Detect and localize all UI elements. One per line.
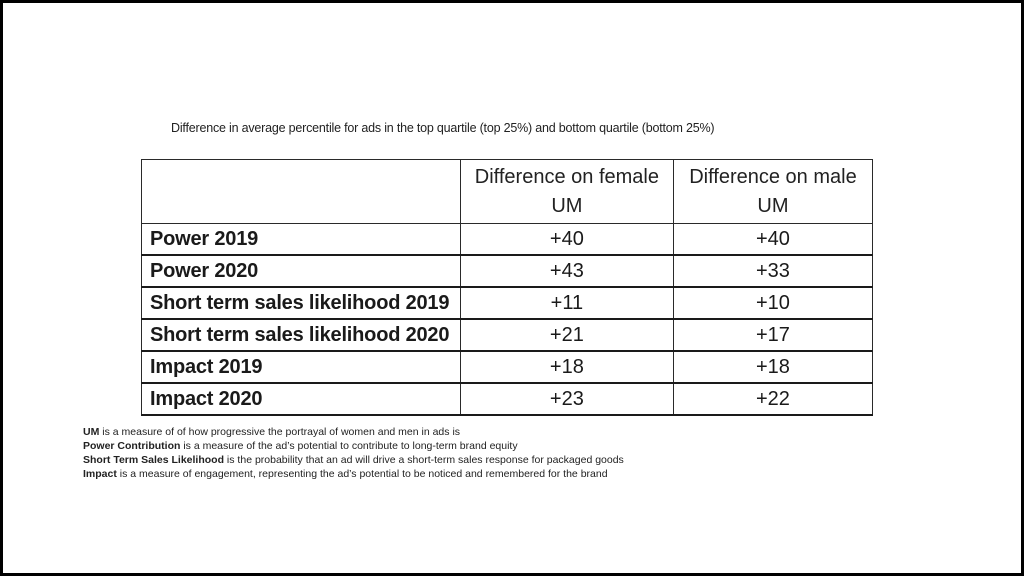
note-text: is a measure of of how progressive the portrayal of women and men in ads is — [99, 426, 461, 438]
male-value: +40 — [673, 224, 872, 256]
male-value: +10 — [673, 287, 872, 319]
female-value: +18 — [460, 351, 673, 383]
note-text: is the probability that an ad will drive a short-term sales response for packaged goods — [224, 454, 624, 466]
female-value: +23 — [460, 383, 673, 415]
note-text: is a measure of the ad’s potential to contribute to long-term brand equity — [180, 440, 518, 452]
row-label: Power 2020 — [142, 255, 461, 287]
male-value: +33 — [673, 255, 872, 287]
row-label: Short term sales likelihood 2020 — [142, 319, 461, 351]
table-row — [142, 224, 873, 256]
note-short-term-sales — [83, 453, 624, 467]
header-male-um: Difference on male UM — [673, 160, 872, 224]
note-text: is a measure of engagement, representing the ad’s potential to be noticed and remembered for the brand — [116, 468, 608, 480]
male-value: +22 — [673, 383, 872, 415]
definitions-notes — [83, 425, 624, 481]
header-empty-cell — [142, 160, 461, 224]
header-female-um: Difference on female UM — [460, 160, 673, 224]
table-row — [142, 255, 873, 287]
row-label: Impact 2020 — [142, 383, 461, 415]
note-term: Impact — [83, 468, 117, 480]
table-header-row — [142, 160, 873, 224]
table-row — [142, 351, 873, 383]
table-caption: Difference in average percentile for ads in the top quartile (top 25%) and bottom quartile (bottom 25%) — [171, 121, 715, 135]
row-label: Impact 2019 — [142, 351, 461, 383]
female-value: +11 — [460, 287, 673, 319]
table-row — [142, 287, 873, 319]
row-label: Power 2019 — [142, 224, 461, 256]
note-power-contribution — [83, 439, 624, 453]
note-term: UM — [83, 426, 100, 438]
note-term: Power Contribution — [83, 440, 181, 452]
female-value: +21 — [460, 319, 673, 351]
table-row — [142, 383, 873, 415]
female-value: +43 — [460, 255, 673, 287]
table-row — [142, 319, 873, 351]
male-value: +17 — [673, 319, 872, 351]
data-table — [141, 159, 873, 416]
note-impact — [83, 467, 624, 481]
female-value: +40 — [460, 224, 673, 256]
row-label: Short term sales likelihood 2019 — [142, 287, 461, 319]
note-term: Short Term Sales Likelihood — [83, 454, 225, 466]
male-value: +18 — [673, 351, 872, 383]
note-um — [83, 425, 624, 439]
